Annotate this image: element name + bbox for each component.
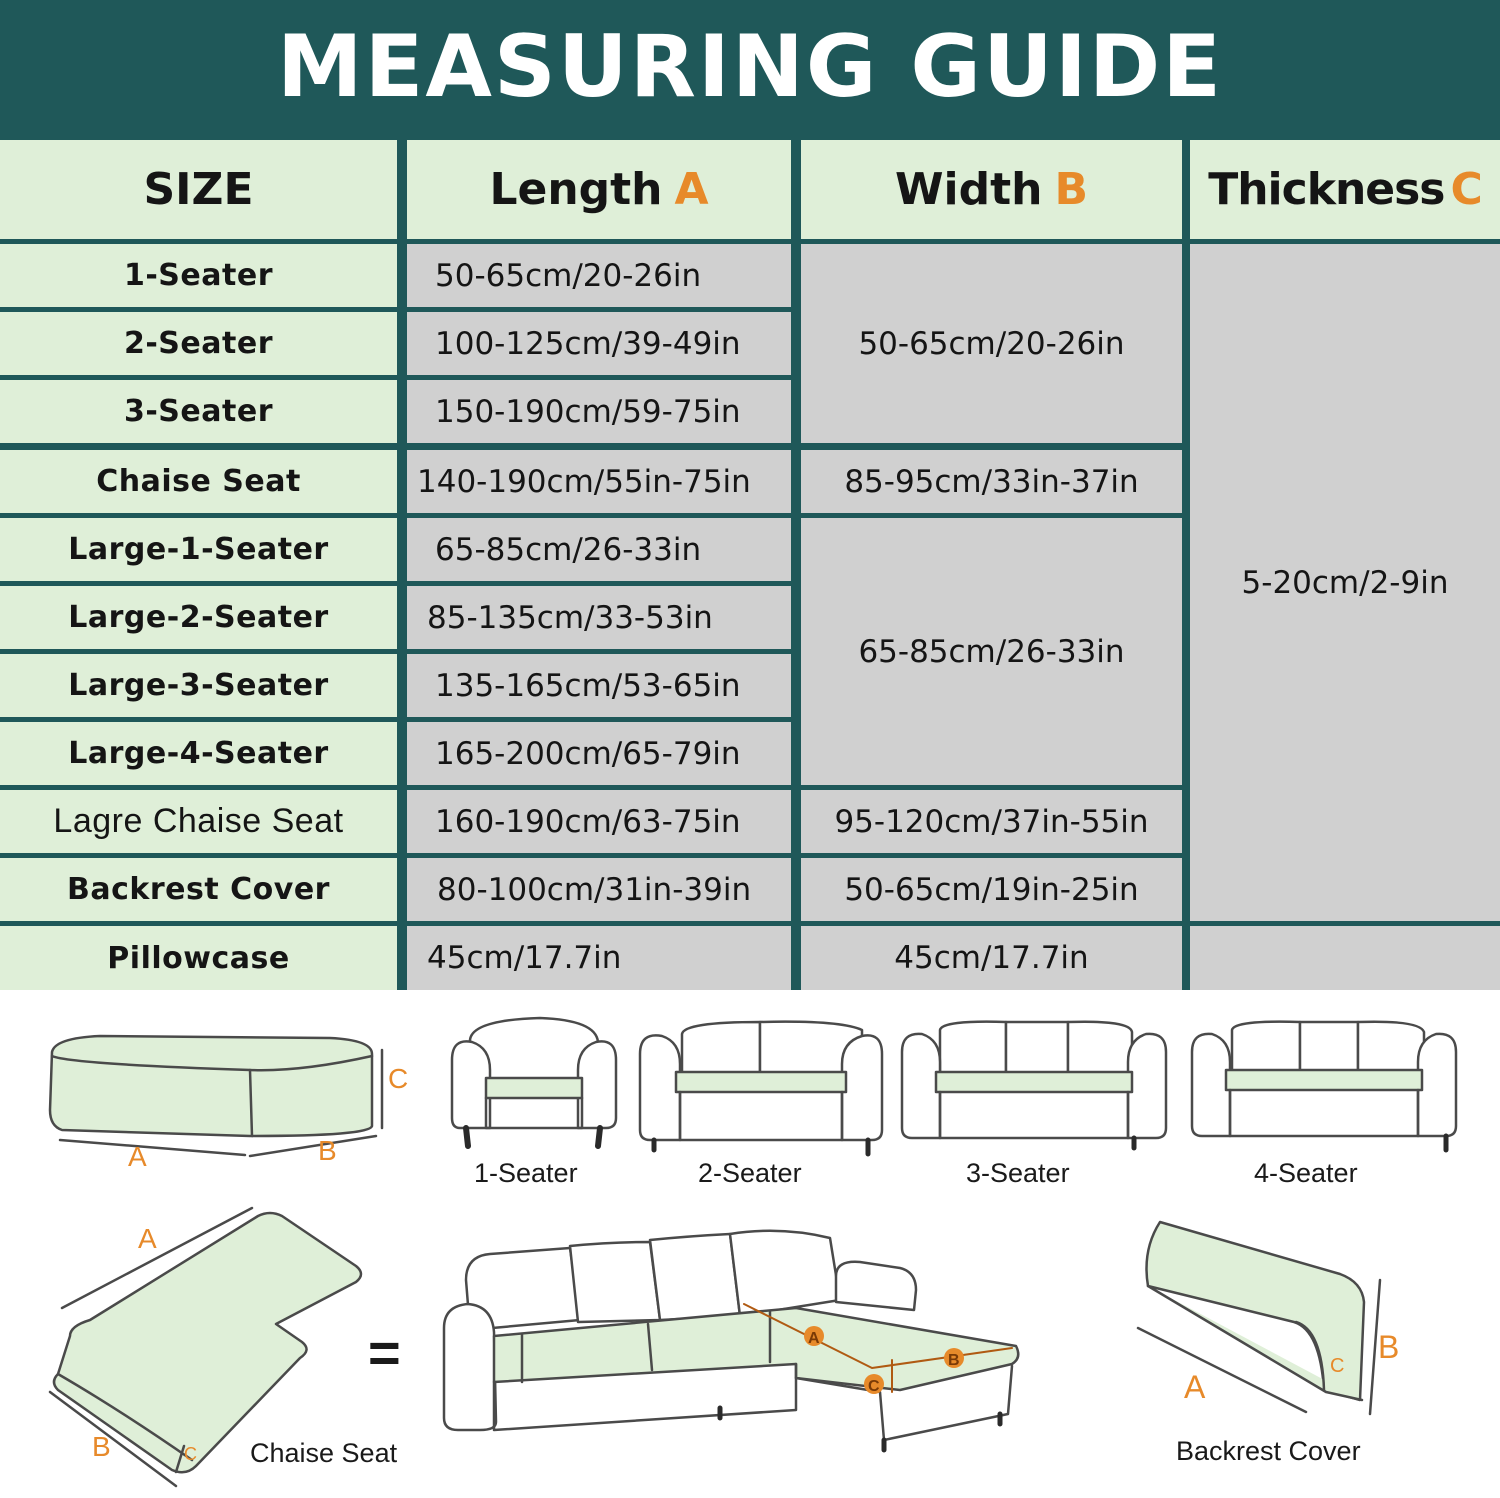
header-thickness [1190, 140, 1500, 239]
header-length-label: Length [489, 164, 663, 215]
illustrations [0, 990, 1500, 1498]
header-length [407, 140, 791, 239]
illustrations-canvas [0, 990, 1500, 1498]
chaise-a-letter: A [138, 1223, 157, 1254]
backrest-cover-diagram [1138, 1222, 1380, 1414]
width-cell: 50-65cm/20-26in [801, 244, 1182, 443]
size-cell: Large-1-Seater [0, 518, 397, 581]
width-cell: 85-95cm/33in-37in [801, 450, 1182, 513]
size-cell: 2-Seater [0, 312, 397, 375]
seater-label: 3-Seater [966, 1158, 1070, 1188]
chaise-c-letter: C [184, 1444, 197, 1464]
size-cell: Backrest Cover [0, 858, 397, 921]
size-table [0, 134, 1500, 990]
equals-sign: = [368, 1321, 401, 1384]
header-width [801, 140, 1182, 239]
backrest-c-letter: C [1330, 1355, 1345, 1377]
chaise-seat-label: Chaise Seat [250, 1438, 398, 1468]
length-cell: 135-165cm/53-65in [407, 654, 791, 717]
size-cell: Large-4-Seater [0, 722, 397, 785]
header-width-label: Width [894, 164, 1043, 215]
width-cell: 45cm/17.7in [801, 926, 1182, 990]
width-cell: 95-120cm/37in-55in [801, 790, 1182, 853]
header-size [0, 140, 397, 239]
length-cell: 85-135cm/33-53in [407, 586, 791, 649]
size-cell: 3-Seater [0, 380, 397, 443]
two-seater-illustration [640, 1022, 882, 1154]
header-thickness-label: Thickness [1208, 164, 1445, 215]
header-width-letter: B [1054, 164, 1088, 215]
length-cell: 100-125cm/39-49in [407, 312, 791, 375]
header-length-letter: A [674, 164, 709, 215]
length-cell: 150-190cm/59-75in [407, 380, 791, 443]
length-cell: 45cm/17.7in [407, 926, 791, 990]
chaise-b-letter: B [92, 1431, 111, 1462]
sectional-sofa-illustration [444, 1231, 1018, 1450]
seater-label: 4-Seater [1254, 1158, 1358, 1188]
four-seater-illustration [1192, 1022, 1456, 1150]
sectional-a-letter: A [808, 1330, 820, 1347]
seater-label: 2-Seater [698, 1158, 802, 1188]
cushion-c-letter: C [388, 1063, 409, 1094]
title-banner [0, 0, 1500, 134]
header-size-label: SIZE [143, 164, 254, 215]
three-seater-illustration [902, 1022, 1166, 1148]
armchair-illustration [452, 1018, 616, 1146]
length-cell: 80-100cm/31in-39in [407, 858, 791, 921]
width-cell: 50-65cm/19in-25in [801, 858, 1182, 921]
cushion-b-letter: B [318, 1135, 337, 1166]
length-cell: 65-85cm/26-33in [407, 518, 791, 581]
size-cell: Large-2-Seater [0, 586, 397, 649]
size-cell: Lagre Chaise Seat [0, 790, 397, 853]
seater-label: 1-Seater [474, 1158, 578, 1188]
sectional-c-letter: C [868, 1378, 880, 1395]
length-cell: 160-190cm/63-75in [407, 790, 791, 853]
backrest-b-letter: B [1378, 1329, 1400, 1365]
length-cell: 140-190cm/55in-75in [407, 450, 791, 513]
sectional-b-letter: B [948, 1352, 960, 1369]
backrest-a-letter: A [1184, 1369, 1206, 1405]
size-cell: Pillowcase [0, 926, 397, 990]
length-cell: 50-65cm/20-26in [407, 244, 791, 307]
size-cell: Large-3-Seater [0, 654, 397, 717]
thickness-empty-cell [1190, 926, 1500, 990]
cushion-a-letter: A [128, 1141, 147, 1172]
size-cell: Chaise Seat [0, 450, 397, 513]
header-thickness-letter: C [1450, 164, 1482, 215]
backrest-cover-label: Backrest Cover [1176, 1436, 1361, 1466]
width-cell: 65-85cm/26-33in [801, 518, 1182, 785]
size-cell: 1-Seater [0, 244, 397, 307]
length-cell: 165-200cm/65-79in [407, 722, 791, 785]
page-title: MEASURING GUIDE [277, 17, 1223, 117]
thickness-cell: 5-20cm/2-9in [1190, 244, 1500, 921]
